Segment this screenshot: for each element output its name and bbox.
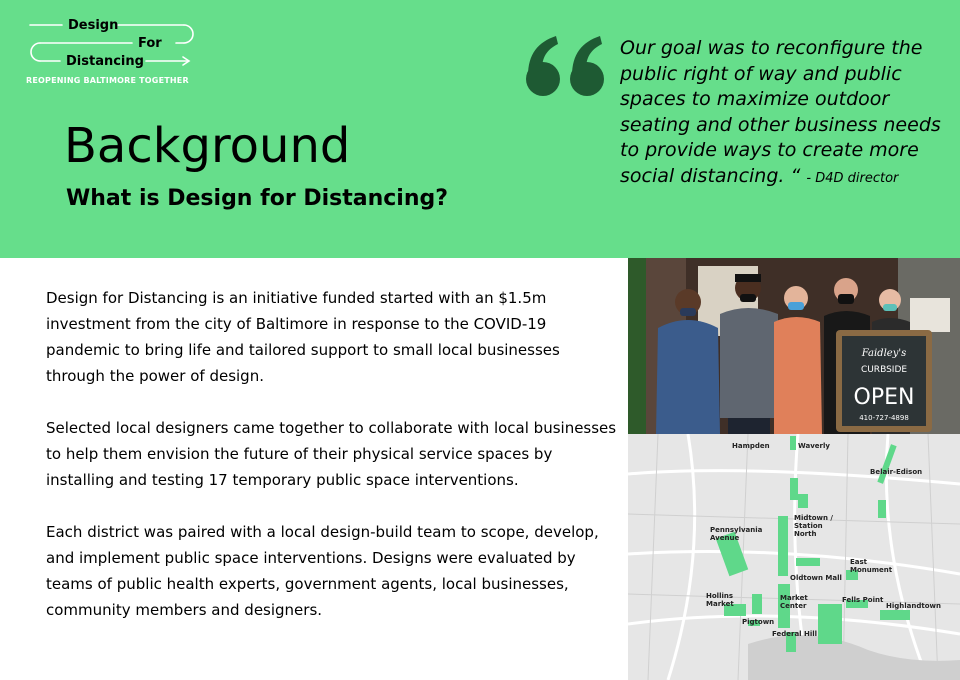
quote-text: Our goal was to reconfigure the public right of way and public spaces to maximize outdoor seating and other business needs to provide ways to create more social distancing. “ [620, 37, 941, 187]
map-label-highlandtown: Highlandtown [886, 602, 941, 610]
map-label-hampden: Hampden [732, 442, 770, 450]
quote-block [620, 36, 950, 192]
d4d-logo [26, 14, 206, 94]
body-paragraph: Each district was paired with a local design-build team to scope, develop, and implement public space interventions. Designs were evaluated by teams of public health experts, government agents, local businesses, community members and designers. [46, 523, 599, 619]
map-label-oldtown-mall: Oldtown Mall [790, 574, 842, 582]
page-subtitle: What is Design for Distancing? [66, 186, 449, 211]
map-label-hollins-market: Hollins Market [706, 592, 734, 608]
map-label-waverly: Waverly [798, 442, 830, 450]
page-title: Background [64, 118, 351, 174]
map-label-market-center: Market Center [780, 594, 808, 610]
sign-line-2: CURBSIDE [860, 365, 908, 375]
body-paragraph: Selected local designers came together to collaborate with local businesses to help them envision the future of their physical service spaces by installing and testing 17 temporary public space interventions. [46, 419, 617, 489]
map-label-belair-edison: Belair-Edison [870, 468, 923, 476]
body-text [46, 285, 618, 649]
photo-illustration [628, 258, 960, 434]
body-paragraph: Design for Distancing is an initiative funded started with an $1.5m investment from the city of Baltimore in response to the COVID-19 pandemic to bring life and tailored support to small local businesses through the power of design. [46, 289, 560, 385]
sign-line-4: 410-727-4898 [859, 414, 909, 422]
map-label-fells-point: Fells Point [842, 596, 884, 604]
map-label-pigtown: Pigtown [742, 618, 775, 626]
map-label-midtown: Midtown / Station North [794, 514, 833, 538]
logo-tagline: REOPENING BALTIMORE TOGETHER [26, 76, 189, 85]
district-map [628, 434, 960, 680]
quote-attribution: - D4D director [806, 170, 899, 186]
map-label-east-monument: East Monument [850, 558, 893, 574]
quote-mark-icon [524, 24, 608, 104]
map-label-federal-hill: Federal Hill [772, 630, 818, 638]
logo-word-distancing: Distancing [66, 54, 144, 69]
header-banner [0, 0, 960, 258]
sign-line-1: Faidley's [861, 348, 907, 359]
logo-word-for: For [138, 36, 162, 51]
storefront-photo [628, 258, 960, 434]
logo-word-design: Design [68, 18, 119, 33]
sign-line-3: OPEN [853, 385, 915, 410]
map-label-pennsylvania-avenue: Pennsylvania Avenue [710, 526, 763, 542]
